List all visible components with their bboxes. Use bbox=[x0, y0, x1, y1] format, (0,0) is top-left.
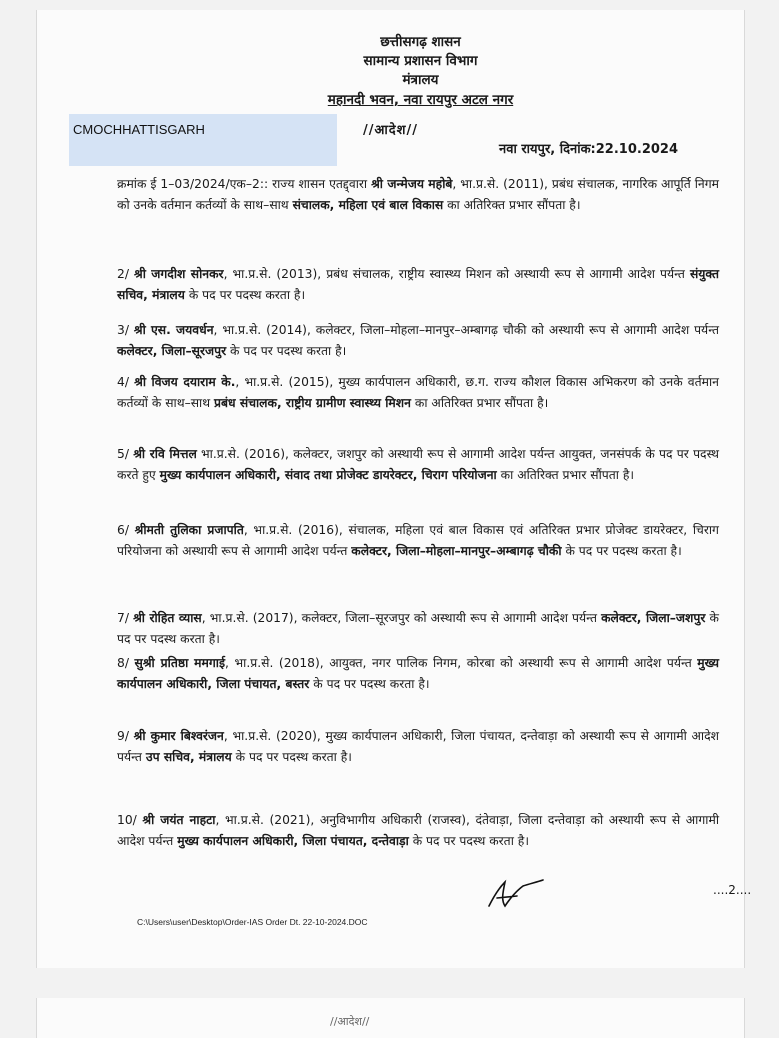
order-paragraph-4: 4/ श्री विजय दयाराम के., भा.प्र.से. (2015), मुख्य कार्यपालन अधिकारी, छ.ग. राज्य कौशल विकास अभिकरण को उनके वर्तमान कर्तव्यों के साथ–साथ प्रबंध संचालक, राष्ट्रीय ग्रामीण स्वास्थ्य मिशन का अतिरिक्त प्रभार सौंपता है। bbox=[117, 375, 719, 410]
order-paragraph-1: क्रमांक ई 1–03/2024/एक–2:: राज्य शासन एतद्द्वारा श्री जन्मेजय महोबे, भा.प्र.से. (2011), प्रबंध संचालक, नागरिक आपूर्ति निगम को उनके वर्तमान कर्तव्यों के साथ–साथ संचालक, महिला एवं बाल विकास का अतिरिक्त प्रभार सौंपता है। bbox=[117, 177, 719, 212]
header-address: महानदी भवन, नवा रायपुर अटल नगर bbox=[327, 92, 514, 108]
order-paragraph-8: 8/ सुश्री प्रतिष्ठा ममगाई, भा.प्र.से. (2018), आयुक्त, नगर पालिक निगम, कोरबा को अस्थायी रूप से आगामी आदेश पर्यन्त मुख्य कार्यपालन अधिकारी, जिला पंचायत, बस्तर के पद पर पदस्थ करता है। bbox=[117, 656, 719, 691]
document-page-1 bbox=[36, 10, 752, 968]
signature-icon bbox=[483, 876, 547, 914]
page-continuation: ....2.... bbox=[713, 883, 752, 897]
order-paragraph-6: 6/ श्रीमती तुलिका प्रजापति, भा.प्र.से. (2016), संचालक, महिला एवं बाल विकास एवं अतिरिक्त प्रभार प्रोजेक्ट डायरेक्टर, चिराग परियोजना को अस्थायी रूप से आगामी आदेश पर्यन्त कलेक्टर, जिला–मोहला–मानपुर–अम्बागढ़ चौकी के पद पर पदस्थ करता है। bbox=[117, 523, 719, 558]
order-paragraph-10: 10/ श्री जयंत नाहटा, भा.प्र.से. (2021), अनुविभागीय अधिकारी (राजस्व), दंतेवाड़ा, जिला दन्तेवाड़ा को अस्थायी रूप से आगामी आदेश पर्यन्त मुख्य कार्यपालन अधिकारी, जिला पंचायत, दन्तेवाड़ा के पद पर पदस्थ करता है। bbox=[117, 813, 720, 848]
order-paragraph-9: 9/ श्री कुमार बिश्वरंजन, भा.प्र.से. (2020), मुख्य कार्यपालन अधिकारी, जिला पंचायत, दन्तेवाड़ा को अस्थायी रूप से आगामी आदेश पर्यन्त उप सचिव, मंत्रालय के पद पर पदस्थ करता है। bbox=[117, 729, 719, 764]
file-path: C:\Users\user\Desktop\Order-IAS Order Dt. 22-10-2024.DOC bbox=[137, 917, 368, 927]
order-paragraph-5: 5/ श्री रवि मित्तल भा.प्र.से. (2016), कलेक्टर, जशपुर को अस्थायी रूप से आगामी आदेश पर्यन्त आयुक्त, जनसंपर्क के पद पर पदस्थ करते हुए मुख्य कार्यपालन अधिकारी, संवाद तथा प्रोजेक्ट डायरेक्टर, चिराग परियोजना का अतिरिक्त प्रभार सौंपता है। bbox=[117, 447, 719, 482]
order-paragraph-7: 7/ श्री रोहित व्यास, भा.प्र.से. (2017), कलेक्टर, जिला–सूरजपुर को अस्थायी रूप से आगामी आदेश पर्यन्त कलेक्टर, जिला–जशपुर के पद पर पदस्थ करता है। bbox=[117, 611, 719, 646]
order-heading: //आदेश// bbox=[363, 123, 419, 138]
place-and-date: नवा रायपुर, दिनांक:22.10.2024 bbox=[499, 142, 679, 157]
header-department: सामान्य प्रशासन विभाग bbox=[363, 53, 478, 69]
order-paragraph-2: 2/ श्री जगदीश सोनकर, भा.प्र.से. (2013), प्रबंध संचालक, राष्ट्रीय स्वास्थ्य मिशन को अस्थायी रूप से आगामी आदेश पर्यन्त संयुक्त सचिव, मंत्रालय के पद पर पदस्थ करता है। bbox=[117, 267, 719, 302]
header-state: छत्तीसगढ़ शासन bbox=[380, 34, 461, 50]
cmo-watermark-box bbox=[69, 114, 337, 166]
page-2-heading-fragment: //आदेश// bbox=[330, 1015, 370, 1028]
order-paragraph-3: 3/ श्री एस. जयवर्धन, भा.प्र.से. (2014), कलेक्टर, जिला–मोहला–मानपुर–अम्बागढ़ चौकी को अस्थायी रूप से आगामी आदेश पर्यन्त कलेक्टर, जिला–सूरजपुर के पद पर पदस्थ करता है। bbox=[117, 323, 719, 358]
document-page-2 bbox=[36, 998, 745, 1038]
cmo-watermark-label: CMOCHHATTISGARH bbox=[73, 122, 205, 137]
header-secretariat: मंत्रालय bbox=[402, 72, 439, 88]
